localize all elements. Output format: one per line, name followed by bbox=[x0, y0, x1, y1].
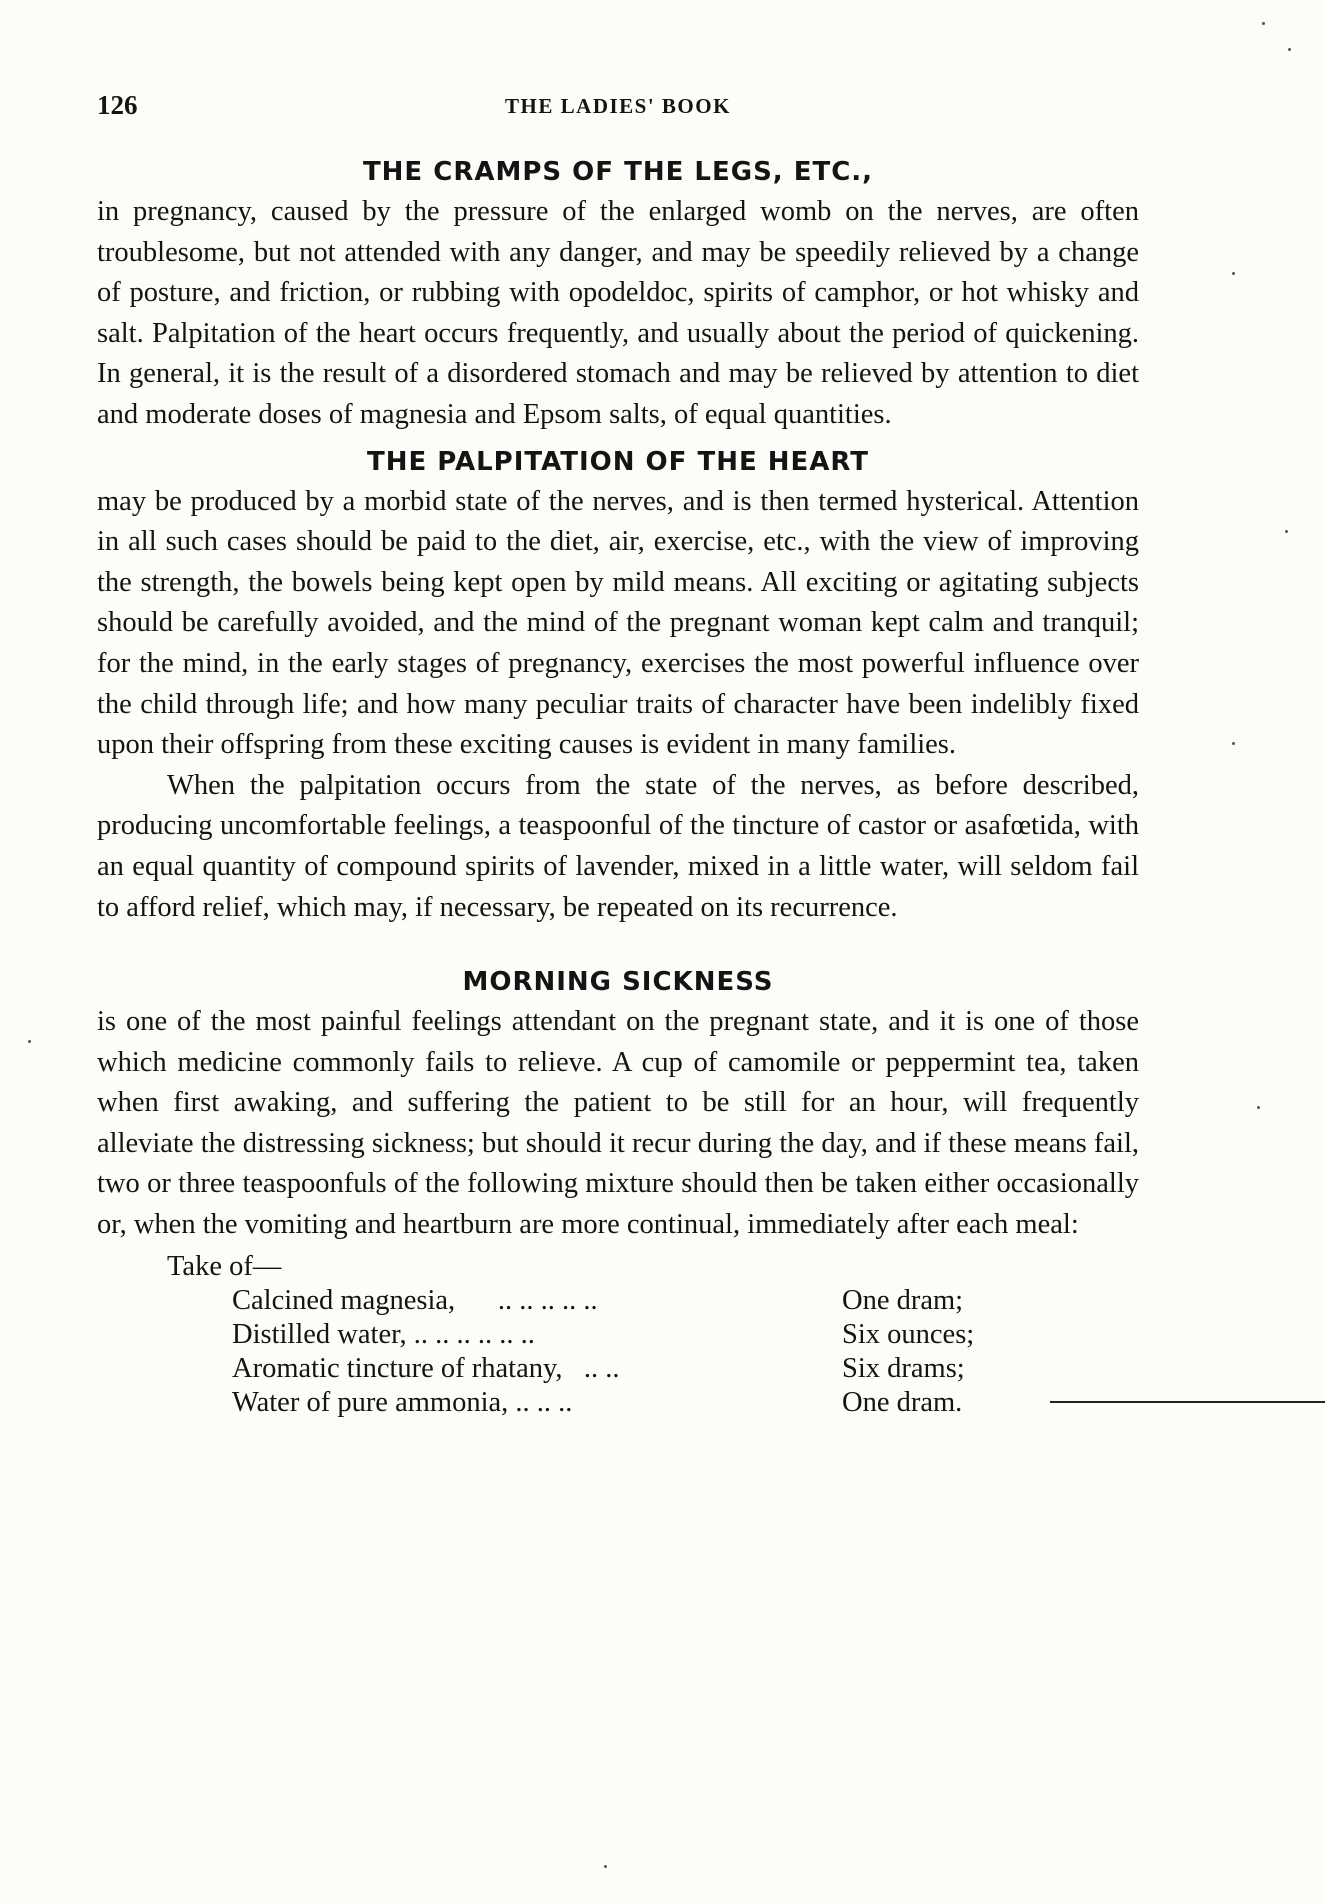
paragraph-morning-sickness: is one of the most painful feelings attendant on the pregnant state, and it is one of those which medicine commonly fails to relieve. A cup of camomile or peppermint tea, taken when first awaking, and suffering the patient to be still for an hour, will frequently alleviate the distressing sickness; but should it recur during the day, and if these means fail, two or three teaspoonfuls of the following mixture should then be taken either occasionally or, when the vomiting and heartburn are more continual, immediately after each meal: bbox=[97, 1006, 1139, 1241]
ingredient-name: Water of pure ammonia, .. .. .. bbox=[232, 1386, 573, 1418]
page-number: 126 bbox=[97, 90, 138, 120]
scan-speck bbox=[1262, 22, 1265, 25]
scan-speck bbox=[28, 1040, 31, 1043]
ingredient-quantity: Six drams; bbox=[842, 1352, 965, 1384]
recipe-ingredient bbox=[97, 1352, 1139, 1386]
recipe-lead: Take of— bbox=[167, 1250, 282, 1282]
paragraph-palpitation-2: When the palpitation occurs from the state of the nerves, as before described, producing uncomfortable feelings, a teaspoonful of the tincture of castor or asafœtida, with an equal quantity of compound spirits of lavender, mixed in a little water, will seldom fail to afford relief, which may, if necessary, be repeated on its recurrence. bbox=[97, 769, 1139, 923]
section-heading-palpitation: THE PALPITATION OF THE HEART bbox=[367, 446, 869, 477]
ingredient-quantity: Six ounces; bbox=[842, 1318, 975, 1350]
ingredient-name: Aromatic tincture of rhatany, .. .. bbox=[232, 1352, 620, 1384]
ingredient-name: Calcined magnesia, .. .. .. .. .. bbox=[232, 1284, 598, 1316]
book-page bbox=[97, 90, 1139, 1420]
scan-speck bbox=[1232, 272, 1235, 275]
running-title: THE LADIES' BOOK bbox=[505, 94, 731, 118]
scan-speck bbox=[1257, 1106, 1260, 1109]
ingredient-name: Distilled water, .. .. .. .. .. .. bbox=[232, 1318, 535, 1350]
ingredient-quantity: One dram; bbox=[842, 1284, 964, 1316]
recipe-block bbox=[97, 1250, 1139, 1420]
paragraph-cramps: in pregnancy, caused by the pressure of the enlarged womb on the nerves, are often troublesome, but not attended with any danger, and may be speedily relieved by a change of posture, and friction, or rubbing with opodeldoc, spirits of camphor, or hot whisky and salt. Palpitation of the heart occurs frequently, and usually about the period of quickening. In general, it is the result of a disordered stomach and may be relieved by attention to diet and moderate doses of magnesia and Epsom salts, of equal quantities. bbox=[97, 196, 1139, 430]
recipe-ingredient bbox=[97, 1284, 1139, 1318]
recipe-ingredient bbox=[97, 1318, 1139, 1352]
scan-speck bbox=[604, 1865, 607, 1868]
scan-speck bbox=[1285, 530, 1288, 533]
scan-speck bbox=[1288, 48, 1291, 51]
section-heading-morning-sickness: MORNING SICKNESS bbox=[462, 967, 774, 998]
scan-margin-line bbox=[1050, 1401, 1325, 1403]
section-heading-cramps: THE CRAMPS OF THE LEGS, ETC., bbox=[362, 157, 874, 187]
recipe-ingredient bbox=[97, 1386, 1139, 1420]
running-head bbox=[97, 90, 1139, 130]
scan-speck bbox=[1232, 742, 1235, 745]
paragraph-palpitation-1: may be produced by a morbid state of the nerves, and is then termed hysterical. Attention in all such cases should be paid to the diet, air, exercise, etc., with the view of improving the strength, the bowels being kept open by mild means. All exciting or agitating subjects should be carefully avoided, and the mind of the pregnant woman kept calm and tranquil; for the mind, in the early stages of pregnancy, exercises the most powerful influence over the child through life; and how many peculiar traits of character have been indelibly fixed upon their offspring from these exciting causes is evident in many families. bbox=[97, 485, 1139, 761]
ingredient-quantity: One dram. bbox=[842, 1386, 963, 1418]
